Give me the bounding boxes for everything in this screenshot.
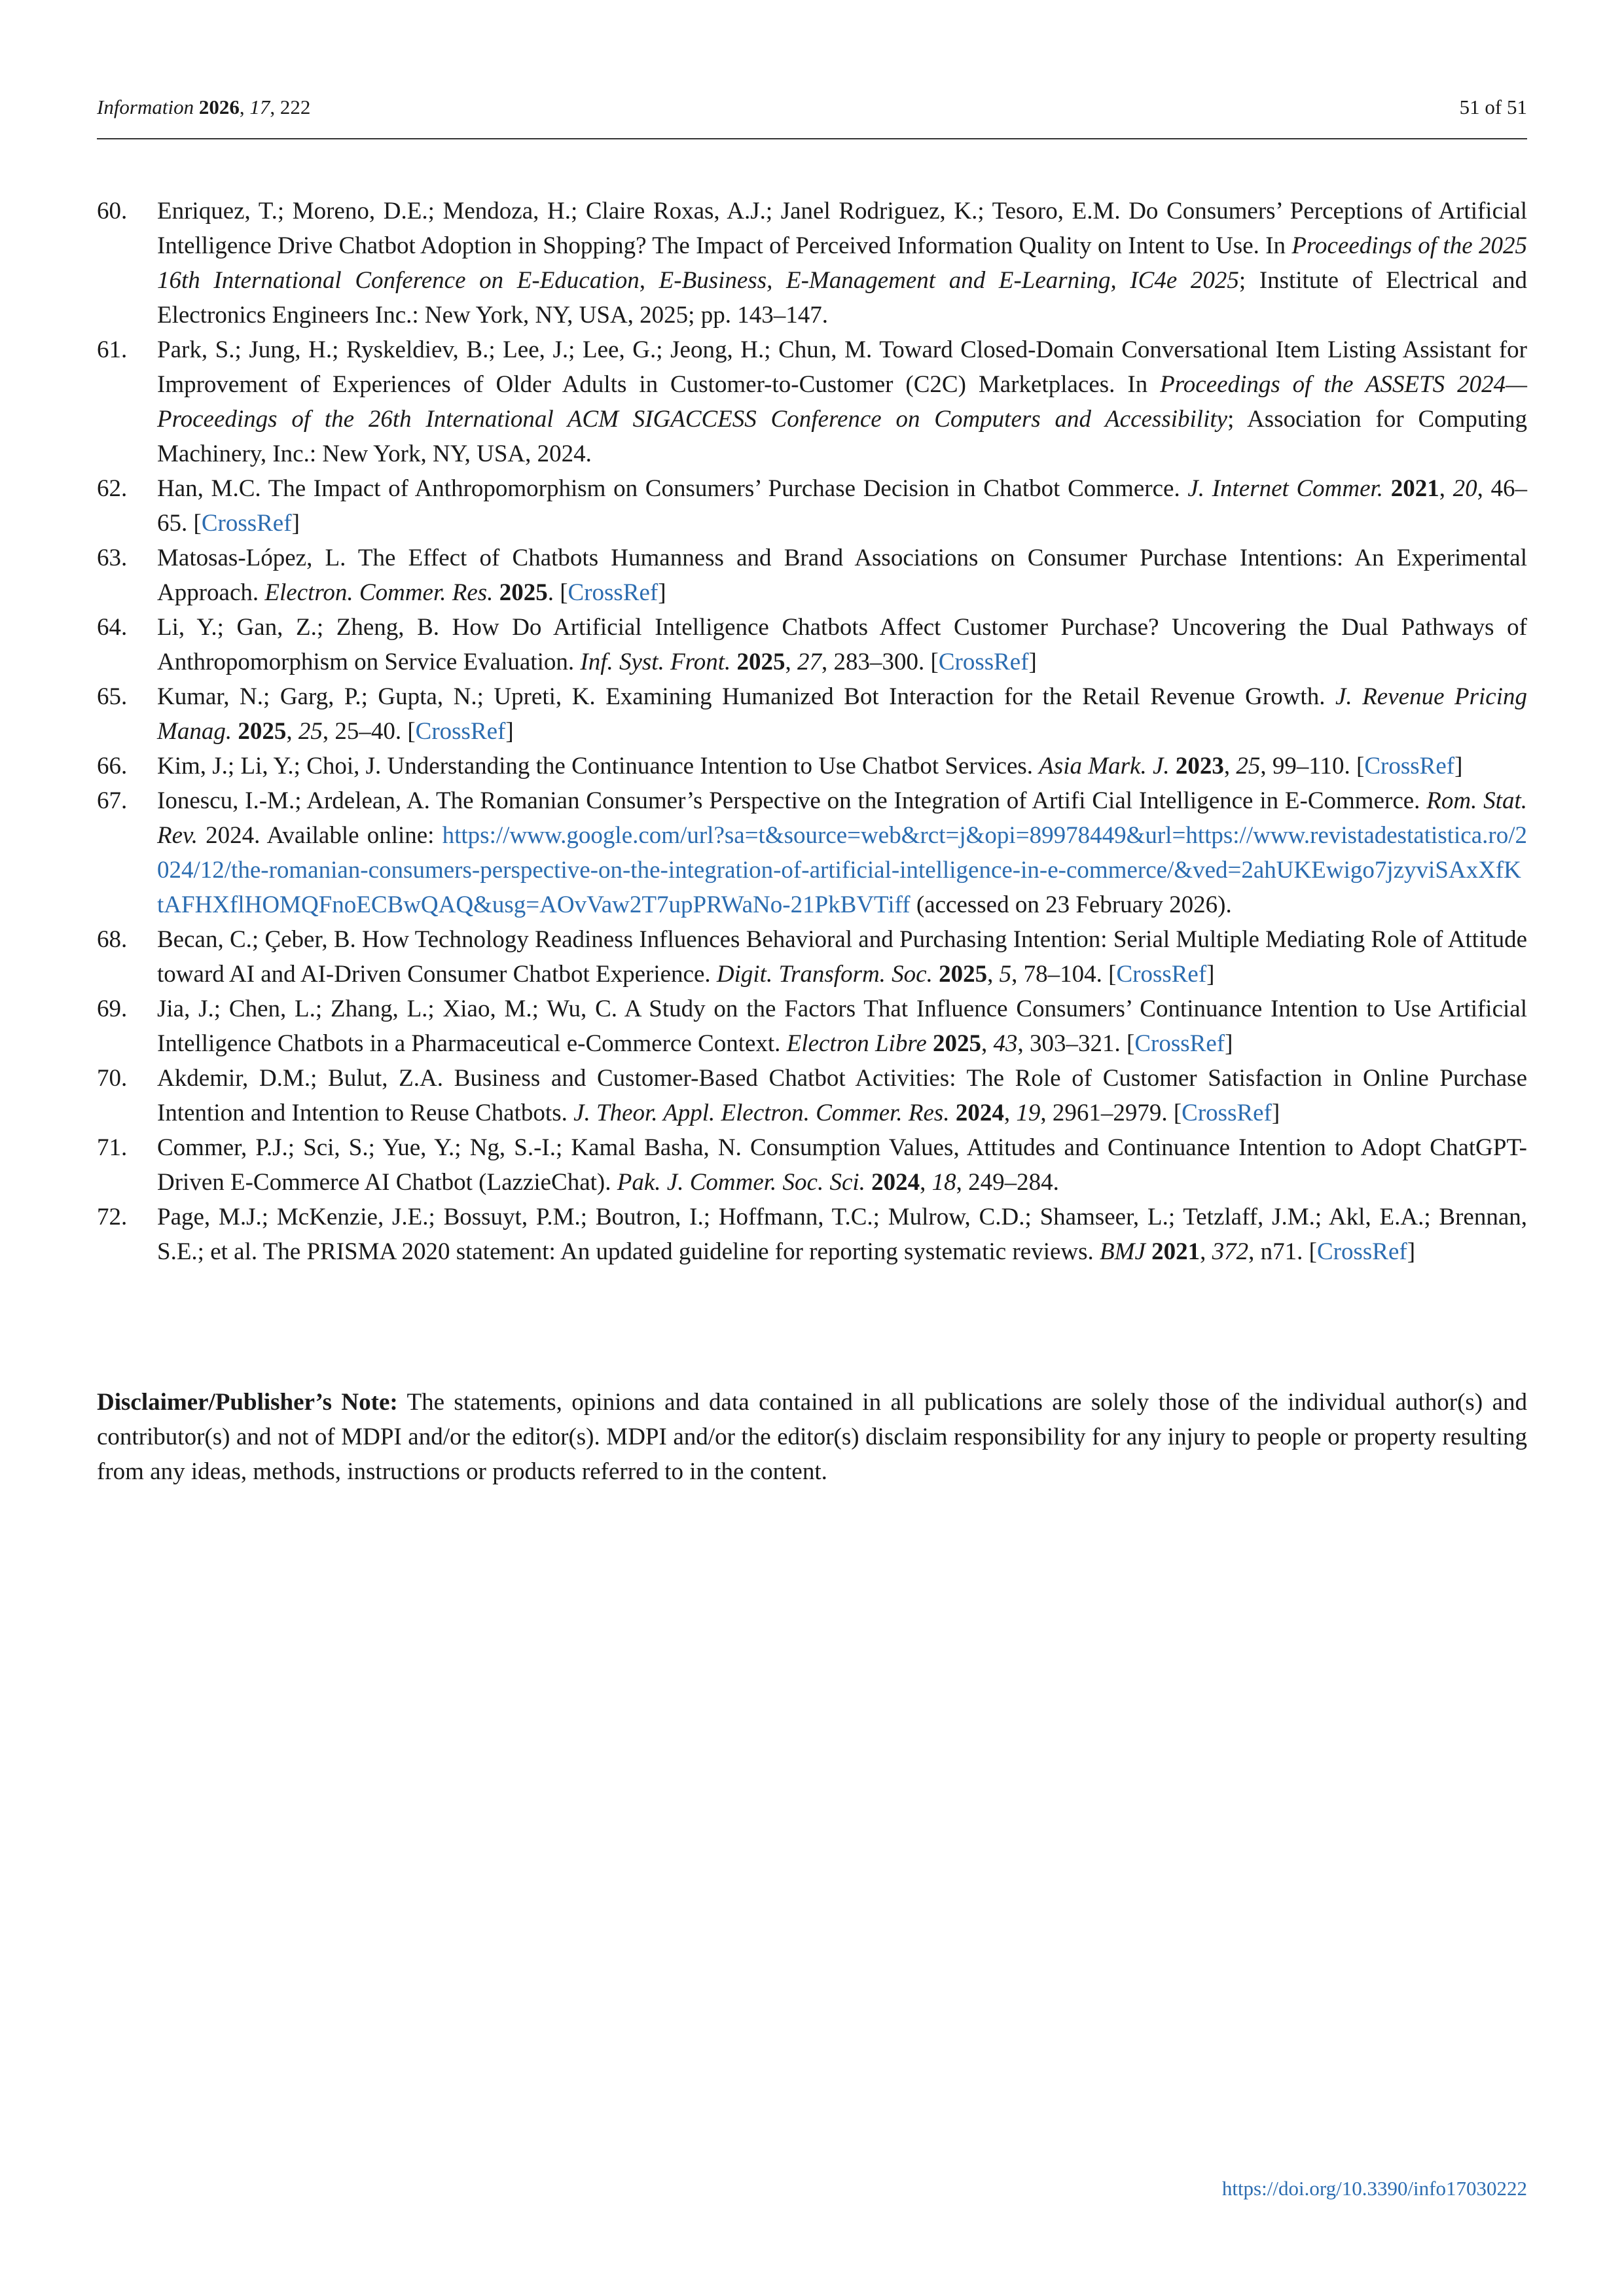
reference-text: Page, M.J.; McKenzie, J.E.; Bossuyt, P.M.; Boutron, I.; Hoffmann, T.C.; Mulrow, C.D.; Shamseer, L.; Tetzlaff, J.M.; Akl, E.A.; Brennan, S.E.; et al. The PRISMA 2020 statement: An updated guideline for reporting systematic reviews. <box>157 1204 1527 1265</box>
reference-text: Akdemir, D.M.; Bulut, Z.A. Business and Customer-Based Chatbot Activities: The Role of Customer Satisfaction in Online Purchase Intention and Intention to Reuse Chatbots. <box>157 1065 1527 1126</box>
crossref-link[interactable]: CrossRef <box>1134 1030 1225 1057</box>
reference-number: 65. <box>97 683 128 710</box>
reference-item: 71. Commer, P.J.; Sci, S.; Yue, Y.; Ng, S.-I.; Kamal Basha, N. Consumption Values, Attitudes and Continuance Intention to Adopt ChatGPT-Driven E-Commerce AI Chatbot (LazzieChat). Pak. J. Commer. Soc. Sci. 2024, 18, 249–284. <box>97 1130 1527 1200</box>
reference-pages: 46–65 <box>157 475 1528 537</box>
reference-number: 64. <box>97 614 128 641</box>
reference-item: 70. Akdemir, D.M.; Bulut, Z.A. Business and Customer-Based Chatbot Activities: The Role of Customer Satisfaction in Online Purchase Intention and Intention to Reuse Chatbots. J. Theor. Appl. Electron. Commer. Res. 2024, 19, 2961–2979. [CrossRef] <box>97 1061 1527 1130</box>
reference-year: 2024 <box>955 1100 1004 1126</box>
reference-number: 61. <box>97 336 128 363</box>
reference-item: 63. Matosas-López, L. The Effect of Chatbots Humanness and Brand Associations on Consumer Purchase Intentions: An Experimental Approach. Electron. Commer. Res. 2025. [CrossRef] <box>97 541 1527 610</box>
crossref-link[interactable]: CrossRef <box>568 579 659 606</box>
reference-item: 69. Jia, J.; Chen, L.; Zhang, L.; Xiao, M.; Wu, C. A Study on the Factors That Influence Consumers’ Continuance Intention to Use Artificial Intelligence Chatbots in a Pharmaceutical e-Commerce Context. Electron Libre 2025, 43, 303–321. [CrossRef] <box>97 992 1527 1061</box>
reference-list <box>97 194 1527 1269</box>
reference-venue: Proceedings of the 2025 16th International Conference on E-Education, E-Business, E-Management and E-Learning, IC4e 2025 <box>157 232 1527 294</box>
reference-volume: 20 <box>1453 475 1477 502</box>
reference-year: 2021 <box>1390 475 1439 502</box>
reference-pages: 2961–2979 <box>1052 1100 1162 1126</box>
reference-pages: 78–104 <box>1023 961 1096 988</box>
journal-year: 2026 <box>198 96 240 118</box>
reference-number: 69. <box>97 996 128 1022</box>
reference-item <box>97 194 1527 332</box>
reference-venue: Rom. Stat. Rev. <box>157 787 1527 849</box>
reference-item: 72. Page, M.J.; McKenzie, J.E.; Bossuyt, P.M.; Boutron, I.; Hoffmann, T.C.; Mulrow, C.D.; Shamseer, L.; Tetzlaff, J.M.; Akl, E.A.; Brennan, S.E.; et al. The PRISMA 2020 statement: An updated guideline for reporting systematic reviews. BMJ 2021, 372, n71. [CrossRef] <box>97 1200 1527 1269</box>
publisher-note-label: Disclaimer/Publisher’s Note: <box>97 1389 398 1416</box>
crossref-link[interactable]: CrossRef <box>415 718 506 745</box>
reference-venue: Digit. Transform. Soc. <box>716 961 933 988</box>
reference-volume: 372 <box>1212 1238 1249 1265</box>
journal-volume: 17 <box>249 96 270 118</box>
crossref-link[interactable]: CrossRef <box>1316 1238 1407 1265</box>
reference-item <box>97 783 1527 922</box>
reference-year: 2025 <box>933 1030 982 1057</box>
reference-text: Kim, J.; Li, Y.; Choi, J. Understanding the Continuance Intention to Use Chatbot Services. <box>157 753 1039 780</box>
reference-year: 2025 <box>499 579 548 606</box>
reference-tail: ; Institute of Electrical and Electronics Engineers Inc.: New York, NY, USA, 2025; pp. 143–147. <box>157 267 1527 329</box>
reference-number: 63. <box>97 545 128 571</box>
reference-volume: 43 <box>993 1030 1018 1057</box>
publisher-note <box>97 1385 1527 1489</box>
reference-item: 66. Kim, J.; Li, Y.; Choi, J. Understanding the Continuance Intention to Use Chatbot Services. Asia Mark. J. 2023, 25, 99–110. [CrossRef] <box>97 749 1527 783</box>
reference-pages: 25–40 <box>334 718 395 745</box>
crossref-link[interactable]: CrossRef <box>1116 961 1207 988</box>
journal-citation: Information 2026, 17, 222 <box>97 96 311 118</box>
reference-text: Matosas-López, L. The Effect of Chatbots Humanness and Brand Associations on Consumer Purchase Intentions: An Experimental Approach. <box>157 545 1527 606</box>
reference-venue: Electron Libre <box>786 1030 927 1057</box>
reference-number: 71. <box>97 1134 128 1161</box>
crossref-link[interactable]: CrossRef <box>201 510 292 537</box>
reference-text: Kumar, N.; Garg, P.; Gupta, N.; Upreti, K. Examining Humanized Bot Interaction for the Retail Revenue Growth. <box>157 683 1335 710</box>
reference-venue: J. Internet Commer. <box>1187 475 1384 502</box>
reference-number: 72. <box>97 1204 128 1230</box>
reference-text: Park, S.; Jung, H.; Ryskeldiev, B.; Lee, J.; Lee, G.; Jeong, H.; Chun, M. Toward Closed-Domain Conversational Item Listing Assistant for Improvement of Experiences of Older Adults in Customer-to-Customer (C2C) Marketplaces. In <box>157 336 1527 398</box>
reference-tail: ; Association for Computing Machinery, Inc.: New York, NY, USA, 2024. <box>157 406 1527 467</box>
reference-year: 2021 <box>1151 1238 1200 1265</box>
reference-item: 68. Becan, C.; Çeber, B. How Technology Readiness Influences Behavioral and Purchasing Intention: Serial Multiple Mediating Role of Attitude toward AI and AI-Driven Consumer Chatbot Experience. Digit. Transform. Soc. 2025, 5, 78–104. [CrossRef] <box>97 922 1527 992</box>
reference-text: Commer, P.J.; Sci, S.; Yue, Y.; Ng, S.-I.; Kamal Basha, N. Consumption Values, Attitudes and Continuance Intention to Adopt ChatGPT-Driven E-Commerce AI Chatbot (LazzieChat). <box>157 1134 1527 1196</box>
reference-text: Becan, C.; Çeber, B. How Technology Readiness Influences Behavioral and Purchasing Intention: Serial Multiple Mediating Role of Attitude toward AI and AI-Driven Consumer Chatbot Experience. <box>157 926 1527 988</box>
journal-name: Information <box>97 96 194 118</box>
reference-number: 62. <box>97 475 128 502</box>
reference-text: Li, Y.; Gan, Z.; Zheng, B. How Do Artificial Intelligence Chatbots Affect Customer Purchase? Uncovering the Dual Pathways of Anthropomorphism on Service Evaluation. <box>157 614 1527 675</box>
reference-year: 2025 <box>238 718 287 745</box>
crossref-link[interactable]: CrossRef <box>1364 753 1455 780</box>
reference-volume: 25 <box>298 718 323 745</box>
reference-item: 62. Han, M.C. The Impact of Anthropomorphism on Consumers’ Purchase Decision in Chatbot Commerce. J. Internet Commer. 2021, 20, 46–65. [CrossRef] <box>97 471 1527 541</box>
reference-venue: Electron. Commer. Res. <box>264 579 494 606</box>
reference-text: Han, M.C. The Impact of Anthropomorphism on Consumers’ Purchase Decision in Chatbot Commerce. <box>157 475 1188 502</box>
reference-pages: 283–300 <box>833 649 918 675</box>
reference-pages: 303–321 <box>1030 1030 1115 1057</box>
reference-number: 67. <box>97 787 128 814</box>
reference-venue: BMJ <box>1100 1238 1146 1265</box>
reference-volume: 27 <box>797 649 821 675</box>
reference-year: 2023 <box>1175 753 1224 780</box>
reference-url-link[interactable]: https://www.google.com/url?sa=t&source=web&rct=j&opi=89978449&url=https://www.revistadestatistica.ro/2024/12/the-romanian-consumers-perspective-on-the-integration-of-artificial-intelligence-in-e-commerce/&ved=2ahUKEwigo7jzyviSAxXfKtAFHXflHOMQFnoECBwQAQ&usg=AOvVaw2T7upPRWaNo-21PkBVTiff <box>157 822 1527 918</box>
page-header <box>97 90 1527 130</box>
reference-volume: 19 <box>1016 1100 1041 1126</box>
reference-volume: 5 <box>999 961 1012 988</box>
journal-article: 222 <box>280 96 311 118</box>
reference-year: 2024 <box>871 1169 920 1196</box>
reference-pages: 99–110 <box>1272 753 1344 780</box>
reference-number: 60. <box>97 198 128 224</box>
reference-item: 65. Kumar, N.; Garg, P.; Gupta, N.; Upreti, K. Examining Humanized Bot Interaction for the Retail Revenue Growth. J. Revenue Pricing Manag. 2025, 25, 25–40. [CrossRef] <box>97 679 1527 749</box>
reference-venue: Inf. Syst. Front. <box>580 649 731 675</box>
header-rule <box>97 138 1527 139</box>
crossref-link[interactable]: CrossRef <box>938 649 1029 675</box>
reference-venue: Pak. J. Commer. Soc. Sci. <box>617 1169 865 1196</box>
reference-accessed: (accessed on 23 February 2026). <box>910 891 1232 918</box>
reference-text: Enriquez, T.; Moreno, D.E.; Mendoza, H.; Claire Roxas, A.J.; Janel Rodriguez, K.; Tesoro, E.M. Do Consumers’ Perceptions of Artificial Intelligence Drive Chatbot Adoption in Shopping? The Impact of Perceived Information Quality on Intent to Use. In <box>157 198 1527 259</box>
publisher-note-text: The statements, opinions and data contained in all publications are solely those of the individual author(s) and contributor(s) and not of MDPI and/or the editor(s). MDPI and/or the editor(s) disclaim responsibility for any injury to people or property resulting from any ideas, methods, instructions or products referred to in the content. <box>97 1389 1527 1485</box>
reference-volume: 25 <box>1236 753 1261 780</box>
crossref-link[interactable]: CrossRef <box>1182 1100 1272 1126</box>
doi-link[interactable]: https://doi.org/10.3390/info17030222 <box>1221 2177 1527 2200</box>
reference-venue: J. Theor. Appl. Electron. Commer. Res. <box>573 1100 950 1126</box>
reference-venue: Asia Mark. J. <box>1039 753 1170 780</box>
reference-number: 66. <box>97 753 128 780</box>
reference-venue: Proceedings of the ASSETS 2024—Proceedings of the 26th International ACM SIGACCESS Conference on Computers and Accessibility <box>157 371 1527 433</box>
reference-number: 68. <box>97 926 128 953</box>
reference-number: 70. <box>97 1065 128 1092</box>
reference-venue: J. Revenue Pricing Manag. <box>157 683 1527 745</box>
reference-pages: 249–284 <box>968 1169 1053 1196</box>
reference-text: Ionescu, I.-M.; Ardelean, A. The Romanian Consumer’s Perspective on the Integration of Artifi Cial Intelligence in E-Commerce. <box>157 787 1427 814</box>
reference-text: Jia, J.; Chen, L.; Zhang, L.; Xiao, M.; Wu, C. A Study on the Factors That Influence Consumers’ Continuance Intention to Use Artificial Intelligence Chatbots in a Pharmaceutical e-Commerce Context. <box>157 996 1527 1057</box>
reference-item <box>97 332 1527 471</box>
reference-pages: n71 <box>1260 1238 1297 1265</box>
reference-volume: 18 <box>931 1169 956 1196</box>
reference-tail: 2024. Available online: <box>197 822 442 849</box>
reference-year: 2025 <box>736 649 785 675</box>
reference-item: 64. Li, Y.; Gan, Z.; Zheng, B. How Do Artificial Intelligence Chatbots Affect Customer Purchase? Uncovering the Dual Pathways of Anthropomorphism on Service Evaluation. Inf. Syst. Front. 2025, 27, 283–300. [CrossRef] <box>97 610 1527 679</box>
reference-year: 2025 <box>939 961 988 988</box>
page-number: 51 of 51 <box>1459 96 1527 118</box>
